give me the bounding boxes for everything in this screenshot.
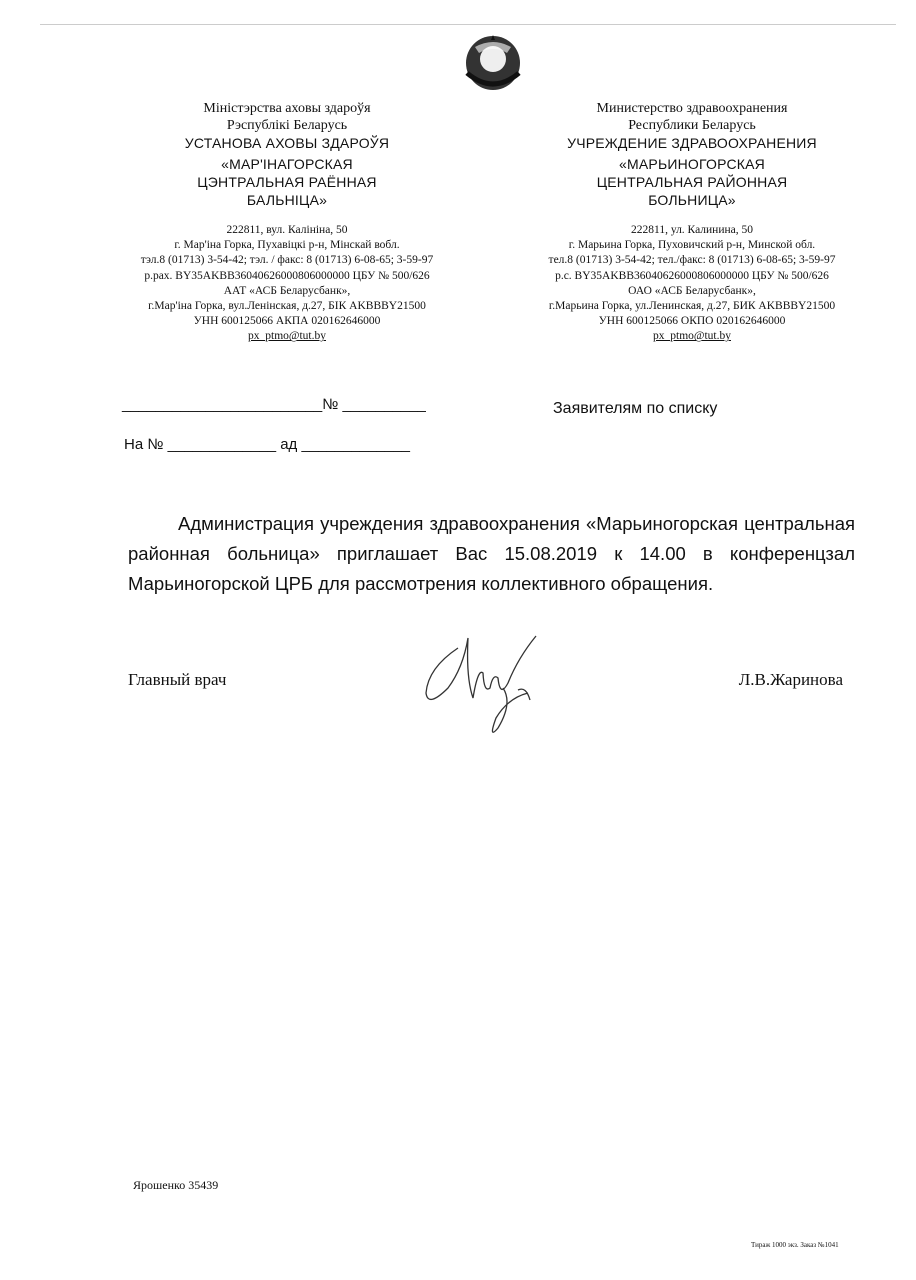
org-type: УЧРЕЖДЕНИЕ ЗДРАВООХРАНЕНИЯ: [567, 135, 817, 151]
email-link[interactable]: px_ptmo@tut.by: [653, 330, 731, 343]
address-line: ААТ «АСБ Беларусбанк»,: [223, 284, 351, 297]
address-line: 222811, вул. Калініна, 50: [226, 224, 348, 236]
address-line: УНН 600125066 АКПА 020162646000: [193, 315, 381, 328]
org-name-line: ЦЕНТРАЛЬНАЯ РАЙОННАЯ: [596, 174, 788, 190]
ministry-line: Міністэрства аховы здароўя: [203, 101, 371, 116]
signer-name: Л.В.Жаринова: [738, 670, 843, 689]
org-name-line: БАЛЬНІЦА»: [246, 192, 328, 208]
addressee: Заявителям по списку: [553, 400, 718, 417]
signer-position: Главный врач: [128, 670, 227, 689]
executor-note: Ярошенко 35439: [133, 1178, 219, 1192]
email-link[interactable]: px_ptmo@tut.by: [248, 330, 326, 343]
letter-body: Администрация учреждения здравоохранения «Марьиногорская центральная районная больница» приглашает Вас 15.08.2019 к 14.00 в конференцзал Марьиногорской ЦРБ для рассмотрения коллективного обращения.: [128, 513, 855, 594]
address-line: УНН 600125066 ОКПО 020162646000: [598, 315, 786, 328]
address-line: 222811, ул. Калинина, 50: [631, 224, 753, 236]
ministry-line: Министерство здравоохранения: [596, 101, 788, 116]
outgoing-number-field: ________________________№ __________: [122, 396, 426, 413]
org-name-line: БОЛЬНИЦА»: [648, 192, 736, 208]
address-line: ОАО «АСБ Беларусбанк»,: [628, 284, 756, 297]
letterhead-russian: [522, 100, 862, 345]
address-line: тэл.8 (01713) 3-54-42; тэл. / факс: 8 (01713) 6-08-65; 3-59-97: [140, 254, 434, 267]
address-line: г. Марьина Горка, Пуховичский р-н, Минской обл.: [568, 239, 816, 252]
scan-edge-line: [40, 24, 896, 25]
address-line: тел.8 (01713) 3-54-42; тел./факс: 8 (01713) 6-08-65; 3-59-97: [548, 254, 836, 267]
letterhead-belarusian: [112, 100, 462, 345]
print-run-note: Тираж 1000 экз. Заказ №1041: [751, 1241, 839, 1249]
address-line: г.Марьина Горка, ул.Ленинская, д.27, БИК AKBBBY21500: [548, 300, 836, 313]
address-line: г.Мар'іна Горка, вул.Ленінская, д.27, БІК AKBBBY21500: [148, 300, 426, 313]
country-line: Рэспублікі Беларусь: [226, 118, 348, 133]
country-line: Республики Беларусь: [628, 118, 756, 133]
org-name-line: «МАРЬИНОГОРСКАЯ: [619, 156, 765, 172]
address-line: г. Мар'іна Горка, Пухавіцкі р-н, Мінскай вобл.: [174, 239, 400, 252]
org-name-line: ЦЭНТРАЛЬНАЯ РАЁННАЯ: [197, 174, 377, 190]
address-line: р.рах. BY35AKBB36040626000806000000 ЦБУ № 500/626: [144, 269, 430, 282]
incoming-number-field: На № _____________ ад _____________: [124, 436, 410, 453]
coat-of-arms-emblem: [455, 33, 531, 97]
address-line: р.с. BY35AKBB36040626000806000000 ЦБУ № 500/626: [555, 269, 829, 282]
handwritten-signature: [418, 628, 548, 743]
org-name-line: «МАР'ІНАГОРСКАЯ: [221, 156, 353, 172]
org-type: УСТАНОВА АХОВЫ ЗДАРОЎЯ: [184, 135, 390, 151]
